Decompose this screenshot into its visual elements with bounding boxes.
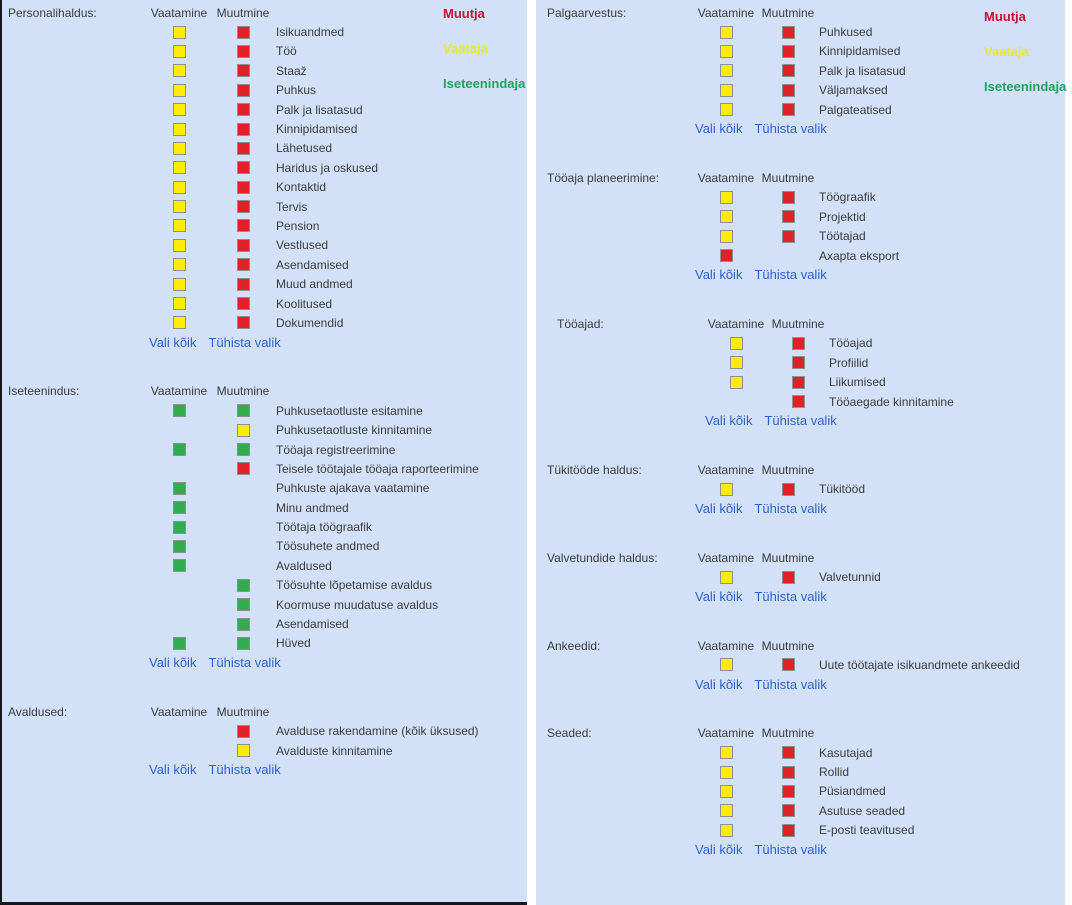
row-label: Tervis [276, 199, 308, 214]
edit-checkbox-red[interactable] [237, 103, 250, 116]
column-header-view: Vaatamine [150, 384, 208, 399]
view-checkbox-yellow[interactable] [173, 64, 186, 77]
right-sections-container [547, 3, 1065, 857]
row-label: Tööaegade kinnitamine [829, 394, 954, 409]
row-label: Puhkuste ajakava vaatamine [276, 481, 430, 496]
row-label: Asutuse seaded [819, 803, 906, 818]
permission-row [8, 576, 527, 595]
select-all-link[interactable]: Vali kõik [695, 676, 743, 692]
edit-checkbox-red[interactable] [237, 297, 250, 310]
view-checkbox-yellow[interactable] [173, 123, 186, 136]
permission-row [8, 614, 527, 633]
section-t-ajad [557, 314, 1065, 428]
section-links [695, 267, 1065, 282]
row-label: Tööaja registreerimine [276, 442, 396, 457]
permission-row [8, 595, 527, 614]
column-header-edit: Muutmine [761, 5, 815, 20]
row-label: Pension [276, 218, 320, 233]
row-label: Axapta eksport [819, 248, 900, 263]
edit-checkbox-red[interactable] [782, 191, 795, 204]
edit-checkbox-red[interactable] [237, 725, 250, 738]
view-checkbox-yellow[interactable] [720, 804, 733, 817]
row-label: Avaldused [276, 558, 332, 573]
view-checkbox-yellow[interactable] [730, 337, 743, 350]
row-label: Lähetused [276, 141, 333, 156]
section-title: Tööaja planeerimine: [547, 171, 660, 186]
permission-row [8, 216, 527, 235]
section-header-row [8, 382, 527, 401]
row-label: Kasutajad [819, 745, 873, 760]
section-avaldused [8, 702, 527, 777]
view-checkbox-yellow[interactable] [173, 316, 186, 329]
row-label: Kontaktid [276, 180, 327, 195]
edit-checkbox-red[interactable] [237, 239, 250, 252]
section-title: Iseteenindus: [8, 384, 80, 399]
view-checkbox-yellow[interactable] [173, 26, 186, 39]
row-label: Tükitööd [819, 482, 866, 497]
section-title: Valvetundide haldus: [547, 550, 658, 565]
legend-vaataja: Vaataja [984, 44, 1029, 59]
view-checkbox-green[interactable] [173, 482, 186, 495]
permission-row [547, 227, 1065, 246]
row-label: Projektid [819, 209, 866, 224]
permission-row [8, 236, 527, 255]
permission-row [547, 743, 1065, 762]
row-label: Töösuhete andmed [276, 539, 380, 554]
edit-checkbox-green[interactable] [237, 443, 250, 456]
row-label: Liikumised [829, 375, 886, 390]
section-links [695, 589, 1065, 604]
row-label: Isikuandmed [276, 25, 345, 40]
view-checkbox-green[interactable] [173, 540, 186, 553]
edit-checkbox-red[interactable] [792, 337, 805, 350]
column-header-view: Vaatamine [697, 5, 755, 20]
edit-checkbox-red[interactable] [782, 571, 795, 584]
view-checkbox-green[interactable] [173, 559, 186, 572]
permission-row [547, 655, 1065, 674]
column-header-view: Vaatamine [150, 704, 208, 719]
row-label: Palk ja lisatasud [819, 63, 906, 78]
section-title: Tükitööde haldus: [547, 462, 642, 477]
select-all-link[interactable]: Vali kõik [695, 267, 743, 283]
view-checkbox-yellow[interactable] [173, 219, 186, 232]
row-label: Asendamised [276, 617, 349, 632]
select-all-link[interactable]: Vali kõik [695, 841, 743, 857]
section-title: Avaldused: [8, 704, 68, 719]
permission-row [547, 246, 1065, 265]
permission-row [557, 372, 1065, 391]
row-label: Muud andmed [276, 277, 353, 292]
edit-checkbox-red[interactable] [237, 462, 250, 475]
row-label: Puhkus [276, 83, 317, 98]
view-checkbox-yellow[interactable] [720, 103, 733, 116]
section-t-aja-planeerimine [547, 168, 1065, 282]
select-all-link[interactable]: Vali kõik [695, 121, 743, 137]
edit-checkbox-red[interactable] [237, 45, 250, 58]
row-label: Hüved [276, 636, 311, 651]
row-label: Staaž [276, 63, 307, 78]
view-checkbox-yellow[interactable] [720, 785, 733, 798]
edit-checkbox-red[interactable] [237, 316, 250, 329]
edit-checkbox-red[interactable] [782, 766, 795, 779]
row-label: Puhkusetaotluste kinnitamine [276, 423, 433, 438]
permission-row [547, 567, 1065, 586]
row-label: Asendamised [276, 257, 349, 272]
section-header-row [547, 724, 1065, 743]
section-title: Seaded: [547, 726, 592, 741]
edit-checkbox-red[interactable] [237, 181, 250, 194]
section-links [149, 335, 527, 350]
column-header-view: Vaatamine [697, 462, 755, 477]
column-header-view: Vaatamine [697, 550, 755, 565]
row-label: Koormuse muudatuse avaldus [276, 597, 439, 612]
permission-row [547, 762, 1065, 781]
row-label: Rollid [819, 765, 850, 780]
edit-checkbox-red[interactable] [782, 103, 795, 116]
permission-row [8, 537, 527, 556]
edit-checkbox-red[interactable] [782, 785, 795, 798]
clear-selection-link[interactable]: Tühista valik [754, 267, 827, 283]
row-label: Tööajad [829, 336, 873, 351]
clear-selection-link[interactable]: Tühista valik [208, 655, 281, 671]
view-checkbox-green[interactable] [173, 521, 186, 534]
permission-row [8, 401, 527, 420]
row-label: Töögraafik [819, 190, 876, 205]
column-header-edit: Muutmine [761, 638, 815, 653]
edit-checkbox-red[interactable] [792, 376, 805, 389]
section-header-row [8, 702, 527, 721]
view-checkbox-red[interactable] [720, 249, 733, 262]
permission-row [8, 634, 527, 653]
section-links [695, 842, 1065, 857]
permission-row [8, 420, 527, 439]
section-title: Personalihaldus: [8, 5, 97, 20]
select-all-link[interactable]: Vali kõik [149, 334, 197, 350]
section-links [705, 413, 1065, 428]
view-checkbox-yellow[interactable] [173, 258, 186, 271]
edit-checkbox-green[interactable] [237, 618, 250, 631]
row-label: Avalduste kinnitamine [276, 743, 393, 758]
select-all-link[interactable]: Vali kõik [149, 655, 197, 671]
section-header-row [557, 314, 1065, 333]
edit-checkbox-red[interactable] [792, 356, 805, 369]
edit-checkbox-red[interactable] [782, 26, 795, 39]
view-checkbox-yellow[interactable] [720, 210, 733, 223]
column-header-edit: Muutmine [761, 462, 815, 477]
permission-row [8, 255, 527, 274]
edit-checkbox-red[interactable] [782, 483, 795, 496]
section-seaded [547, 724, 1065, 857]
edit-checkbox-red[interactable] [782, 84, 795, 97]
view-checkbox-yellow[interactable] [173, 181, 186, 194]
edit-checkbox-red[interactable] [792, 395, 805, 408]
edit-checkbox-red[interactable] [237, 84, 250, 97]
role-legend [443, 6, 525, 111]
left-panel [0, 0, 527, 905]
view-checkbox-yellow[interactable] [720, 483, 733, 496]
edit-checkbox-red[interactable] [782, 746, 795, 759]
permission-row [557, 392, 1065, 411]
legend-iseteenindaja: Iseteenindaja [443, 76, 526, 91]
permission-row [8, 178, 527, 197]
row-label: Valvetunnid [819, 570, 881, 585]
column-header-view: Vaatamine [707, 316, 765, 331]
section-links [695, 677, 1065, 692]
select-all-link[interactable]: Vali kõik [695, 501, 743, 517]
view-checkbox-yellow[interactable] [720, 766, 733, 779]
permission-row [557, 334, 1065, 353]
edit-checkbox-red[interactable] [237, 161, 250, 174]
edit-checkbox-yellow[interactable] [237, 744, 250, 757]
column-header-edit: Muutmine [761, 550, 815, 565]
clear-selection-link[interactable]: Tühista valik [754, 676, 827, 692]
edit-checkbox-green[interactable] [237, 579, 250, 592]
left-sections-container [8, 3, 527, 777]
section-links [149, 762, 527, 777]
edit-checkbox-red[interactable] [782, 658, 795, 671]
section-header-row [547, 548, 1065, 567]
edit-checkbox-green[interactable] [237, 404, 250, 417]
column-header-edit: Muutmine [761, 726, 815, 741]
column-header-view: Vaatamine [697, 726, 755, 741]
section-valvetundide-haldus [547, 548, 1065, 604]
clear-selection-link[interactable]: Tühista valik [754, 588, 827, 604]
edit-checkbox-red[interactable] [782, 64, 795, 77]
row-label: Töösuhte lõpetamise avaldus [276, 578, 433, 593]
view-checkbox-yellow[interactable] [720, 824, 733, 837]
row-label: Profiilid [829, 355, 869, 370]
row-label: Püsiandmed [819, 784, 886, 799]
view-checkbox-yellow[interactable] [173, 239, 186, 252]
permission-row [8, 158, 527, 177]
edit-checkbox-red[interactable] [782, 230, 795, 243]
select-all-link[interactable]: Vali kõik [705, 413, 753, 429]
view-checkbox-yellow[interactable] [730, 376, 743, 389]
permission-row [547, 782, 1065, 801]
legend-iseteenindaja: Iseteenindaja [984, 79, 1067, 94]
clear-selection-link[interactable]: Tühista valik [754, 841, 827, 857]
column-header-edit: Muutmine [761, 171, 815, 186]
edit-checkbox-red[interactable] [237, 64, 250, 77]
legend-muutja: Muutja [984, 9, 1026, 24]
row-label: Uute töötajate isikuandmete ankeedid [819, 657, 1020, 672]
row-label: Kinnipidamised [276, 122, 358, 137]
view-checkbox-yellow[interactable] [173, 103, 186, 116]
edit-checkbox-red[interactable] [237, 123, 250, 136]
column-header-edit: Muutmine [771, 316, 825, 331]
edit-checkbox-green[interactable] [237, 598, 250, 611]
permission-row [547, 207, 1065, 226]
row-label: Puhkusetaotluste esitamine [276, 403, 423, 418]
legend-vaataja: Vaataja [443, 41, 488, 56]
select-all-link[interactable]: Vali kõik [149, 762, 197, 778]
clear-selection-link[interactable]: Tühista valik [208, 334, 281, 350]
permission-row [8, 313, 527, 332]
edit-checkbox-red[interactable] [782, 824, 795, 837]
view-checkbox-green[interactable] [173, 501, 186, 514]
section-links [695, 121, 1065, 136]
row-label: Haridus ja oskused [276, 160, 379, 175]
edit-checkbox-red[interactable] [237, 200, 250, 213]
view-checkbox-yellow[interactable] [173, 45, 186, 58]
column-header-view: Vaatamine [697, 638, 755, 653]
row-label: Töö [276, 44, 297, 59]
edit-checkbox-red[interactable] [237, 258, 250, 271]
edit-checkbox-red[interactable] [237, 278, 250, 291]
view-checkbox-yellow[interactable] [730, 356, 743, 369]
right-panel [536, 0, 1065, 905]
edit-checkbox-red[interactable] [237, 219, 250, 232]
edit-checkbox-yellow[interactable] [237, 424, 250, 437]
permission-row [557, 353, 1065, 372]
view-checkbox-yellow[interactable] [720, 45, 733, 58]
role-legend [984, 9, 1066, 114]
permission-row [8, 440, 527, 459]
permission-row [547, 188, 1065, 207]
permission-row [8, 139, 527, 158]
column-header-edit: Muutmine [216, 384, 270, 399]
clear-selection-link[interactable]: Tühista valik [764, 413, 837, 429]
clear-selection-link[interactable]: Tühista valik [208, 762, 281, 778]
section-title: Palgaarvestus: [547, 5, 627, 20]
permission-row [547, 821, 1065, 840]
clear-selection-link[interactable]: Tühista valik [754, 501, 827, 517]
edit-checkbox-red[interactable] [237, 26, 250, 39]
edit-checkbox-red[interactable] [782, 45, 795, 58]
permission-row [8, 741, 527, 760]
row-label: Avalduse rakendamine (kõik üksused) [276, 724, 479, 739]
section-links [695, 501, 1065, 516]
permission-row [8, 197, 527, 216]
view-checkbox-green[interactable] [173, 637, 186, 650]
edit-checkbox-red[interactable] [237, 142, 250, 155]
view-checkbox-yellow[interactable] [173, 278, 186, 291]
view-checkbox-green[interactable] [173, 404, 186, 417]
row-label: Koolitused [276, 296, 333, 311]
view-checkbox-yellow[interactable] [720, 26, 733, 39]
permission-row [8, 479, 527, 498]
row-label: Väljamaksed [819, 83, 888, 98]
permission-row [8, 498, 527, 517]
view-checkbox-yellow[interactable] [720, 84, 733, 97]
row-label: Teisele töötajale tööaja raporteerimine [276, 461, 479, 476]
section-ankeedid [547, 636, 1065, 692]
permission-row [8, 556, 527, 575]
row-label: Palk ja lisatasud [276, 102, 363, 117]
row-label: Töötaja töögraafik [276, 520, 373, 535]
column-header-view: Vaatamine [697, 171, 755, 186]
view-checkbox-yellow[interactable] [720, 658, 733, 671]
legend-muutja: Muutja [443, 6, 485, 21]
view-checkbox-yellow[interactable] [173, 161, 186, 174]
permission-row [547, 801, 1065, 820]
permission-row [8, 119, 527, 138]
edit-checkbox-green[interactable] [237, 637, 250, 650]
permission-row [8, 274, 527, 293]
clear-selection-link[interactable]: Tühista valik [754, 121, 827, 137]
section-title: Tööajad: [557, 316, 604, 331]
permission-row [8, 517, 527, 536]
section-links [149, 655, 527, 670]
row-label: Minu andmed [276, 500, 349, 515]
view-checkbox-green[interactable] [173, 443, 186, 456]
section-header-row [547, 636, 1065, 655]
row-label: Töötajad [819, 229, 866, 244]
row-label: Puhkused [819, 25, 873, 40]
section-t-kit-de-haldus [547, 460, 1065, 516]
row-label: Kinnipidamised [819, 44, 901, 59]
permission-row [547, 480, 1065, 499]
row-label: Palgateatised [819, 102, 892, 117]
select-all-link[interactable]: Vali kõik [695, 588, 743, 604]
edit-checkbox-red[interactable] [782, 210, 795, 223]
permission-row [8, 722, 527, 741]
section-iseteenindus [8, 382, 527, 670]
row-label: Vestlused [276, 238, 329, 253]
view-checkbox-yellow[interactable] [720, 746, 733, 759]
view-checkbox-yellow[interactable] [173, 142, 186, 155]
view-checkbox-yellow[interactable] [720, 230, 733, 243]
section-header-row [547, 168, 1065, 187]
row-label: E-posti teavitused [819, 823, 915, 838]
section-header-row [547, 460, 1065, 479]
section-title: Ankeedid: [547, 638, 601, 653]
permission-row [8, 294, 527, 313]
view-checkbox-yellow[interactable] [173, 84, 186, 97]
view-checkbox-yellow[interactable] [173, 200, 186, 213]
view-checkbox-yellow[interactable] [720, 64, 733, 77]
edit-checkbox-red[interactable] [782, 804, 795, 817]
column-header-edit: Muutmine [216, 5, 270, 20]
column-header-edit: Muutmine [216, 704, 270, 719]
view-checkbox-yellow[interactable] [720, 191, 733, 204]
permission-row [8, 459, 527, 478]
view-checkbox-yellow[interactable] [720, 571, 733, 584]
column-header-view: Vaatamine [150, 5, 208, 20]
row-label: Dokumendid [276, 315, 344, 330]
view-checkbox-yellow[interactable] [173, 297, 186, 310]
